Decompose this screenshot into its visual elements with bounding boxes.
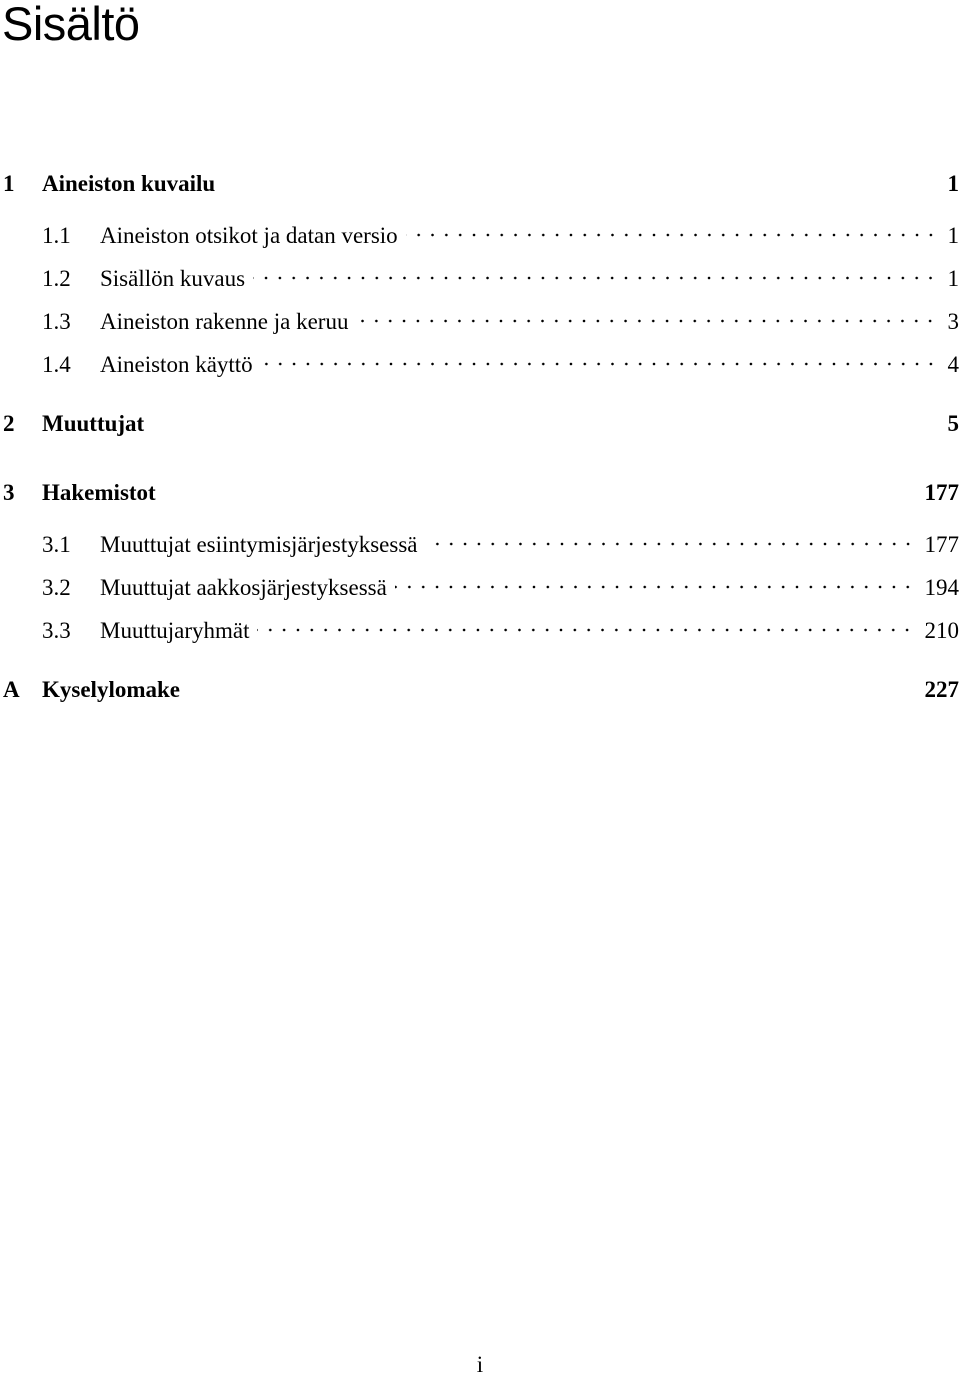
toc-page: 1 bbox=[948, 263, 960, 295]
toc-number: 1.3 bbox=[0, 306, 100, 338]
toc-page: 177 bbox=[925, 529, 960, 561]
toc-section-3-2[interactable] bbox=[0, 563, 960, 595]
toc-chapter-2[interactable] bbox=[0, 408, 960, 440]
toc-number: 3.1 bbox=[0, 529, 100, 561]
toc-section-1-1[interactable] bbox=[0, 211, 960, 243]
toc-title: Muuttujat aakkosjärjestyksessä bbox=[100, 572, 387, 604]
toc-page: 194 bbox=[925, 572, 960, 604]
toc-number: 3.3 bbox=[0, 615, 100, 647]
toc-title: Aineiston rakenne ja keruu bbox=[100, 306, 348, 338]
toc-number: 1.4 bbox=[0, 349, 100, 381]
toc-title: Muuttujat bbox=[42, 408, 144, 440]
toc-number: 3 bbox=[0, 477, 42, 509]
page-number: i bbox=[0, 1350, 960, 1380]
toc-title: Kyselylomake bbox=[42, 674, 180, 706]
toc-dot-leader bbox=[261, 340, 938, 372]
toc-title: Aineiston käyttö bbox=[100, 349, 253, 381]
toc-dot-leader bbox=[395, 563, 915, 595]
toc-page: 177 bbox=[925, 477, 960, 509]
toc-chapter-1[interactable] bbox=[0, 168, 960, 200]
toc-dot-leader bbox=[426, 520, 915, 552]
toc-title: Aineiston otsikot ja datan versio bbox=[100, 220, 398, 252]
toc-section-1-2[interactable] bbox=[0, 254, 960, 286]
toc-number: 2 bbox=[0, 408, 42, 440]
toc-page: 210 bbox=[925, 615, 960, 647]
toc-page: 5 bbox=[948, 408, 960, 440]
toc-title: Muuttujaryhmät bbox=[100, 615, 249, 647]
toc-dot-leader bbox=[406, 211, 938, 243]
toc-section-1-4[interactable] bbox=[0, 340, 960, 372]
toc-number: 1 bbox=[0, 168, 42, 200]
toc-number: 1.2 bbox=[0, 263, 100, 295]
toc-page: 3 bbox=[948, 306, 960, 338]
toc-appendix-a[interactable] bbox=[0, 674, 960, 706]
toc-dot-leader bbox=[253, 254, 937, 286]
page-title: Sisältö bbox=[2, 0, 140, 50]
toc-number: 3.2 bbox=[0, 572, 100, 604]
toc-title: Muuttujat esiintymisjärjestyksessä bbox=[100, 529, 418, 561]
toc-section-3-3[interactable] bbox=[0, 606, 960, 638]
toc-page: 227 bbox=[925, 674, 960, 706]
toc-chapter-3[interactable] bbox=[0, 477, 960, 509]
toc-dot-leader bbox=[356, 297, 937, 329]
toc-number: 1.1 bbox=[0, 220, 100, 252]
toc-number: A bbox=[0, 674, 42, 706]
toc-page: 4 bbox=[948, 349, 960, 381]
toc-title: Sisällön kuvaus bbox=[100, 263, 245, 295]
toc-section-1-3[interactable] bbox=[0, 297, 960, 329]
toc-title: Aineiston kuvailu bbox=[42, 168, 215, 200]
toc-dot-leader bbox=[257, 606, 914, 638]
toc-page: 1 bbox=[948, 168, 960, 200]
toc-section-3-1[interactable] bbox=[0, 520, 960, 552]
toc-page: 1 bbox=[948, 220, 960, 252]
toc-title: Hakemistot bbox=[42, 477, 156, 509]
